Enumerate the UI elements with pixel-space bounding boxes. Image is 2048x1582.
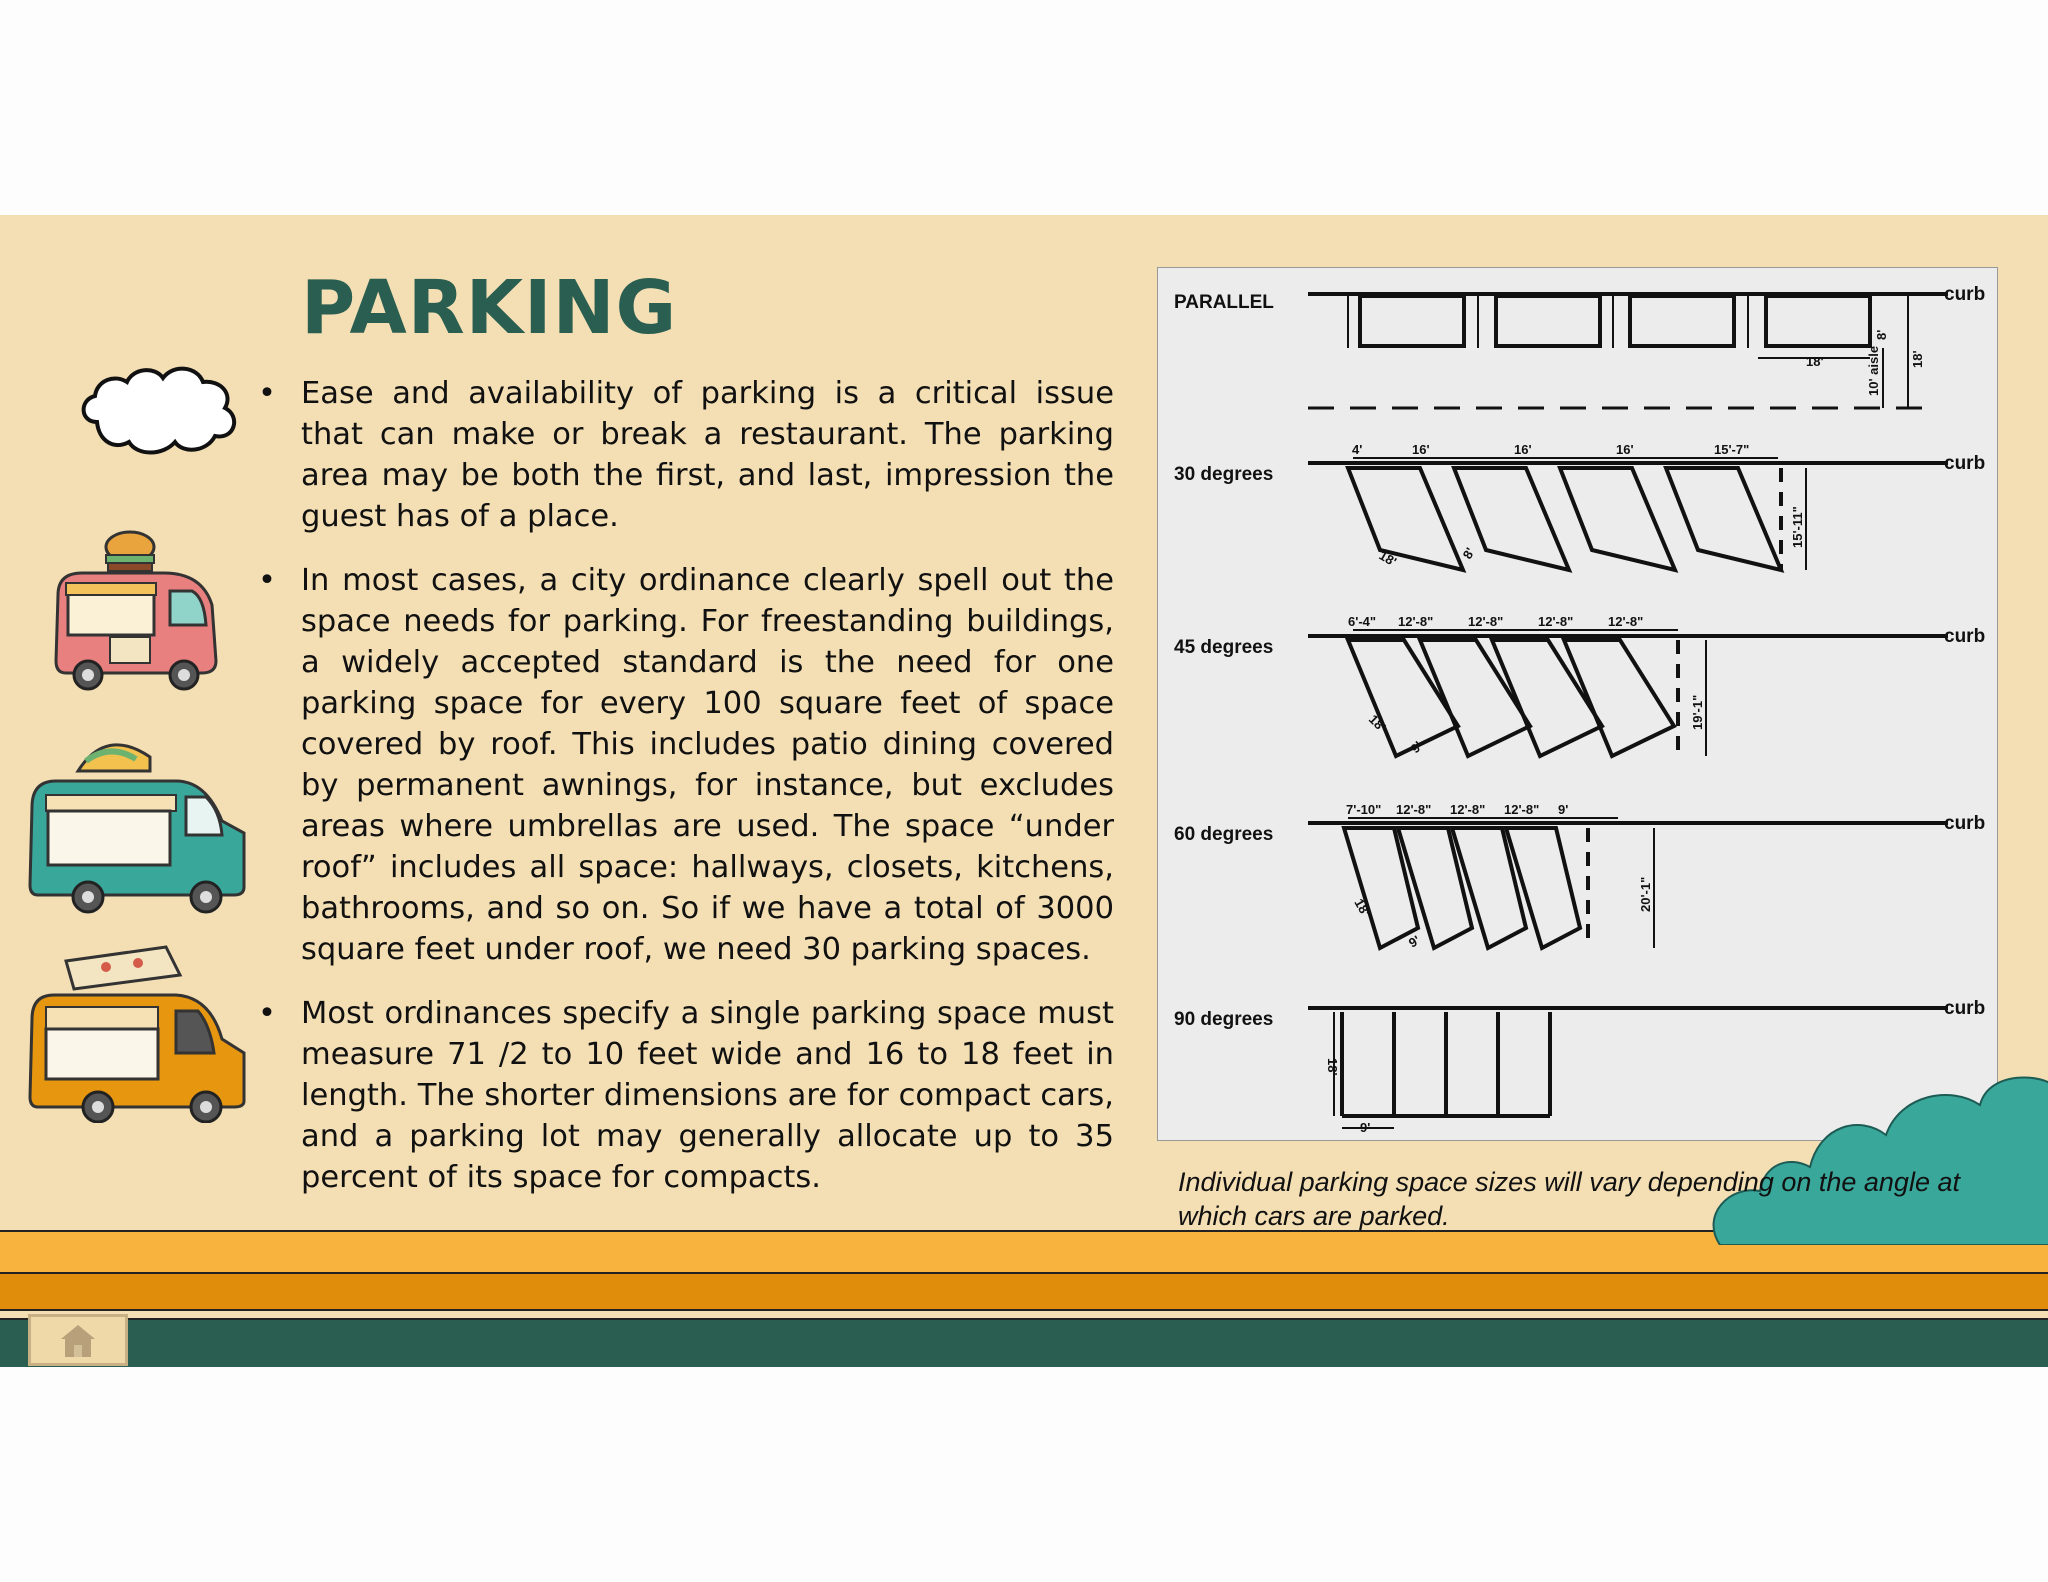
dim-label: 18' [1376, 547, 1400, 570]
curb-label: curb [1944, 813, 1986, 834]
footer-stripe-green [0, 1318, 2048, 1367]
dim-label: 15'-7" [1714, 442, 1750, 457]
dim-label: 18' [1351, 896, 1374, 919]
page-title: PARKING [301, 265, 678, 351]
pizza-truck-icon [26, 935, 248, 1123]
curb-label: curb [1944, 284, 1986, 305]
dim-label: 8' [1459, 545, 1478, 562]
taco-truck-icon [26, 727, 248, 919]
dim-label: 15'-11" [1790, 506, 1805, 548]
dim-label: 12'-8" [1608, 614, 1644, 629]
curb-label: curb [1944, 998, 1986, 1019]
bullet-item: • Ease and availability of parking is a critical issue that can make or break a restaurant. The parking area may be both the first, and last, impression the guest has of a place. [258, 373, 1114, 537]
parking-diagram [1157, 267, 1998, 1141]
dim-label: 12'-8" [1396, 802, 1432, 817]
dim-label: 4' [1352, 442, 1363, 457]
dim-label: 18' [1910, 350, 1925, 368]
slide [0, 215, 2048, 1367]
row-label-parallel: PARALLEL [1174, 292, 1274, 313]
dim-label: 7'-10" [1346, 802, 1382, 817]
burger-truck-icon [52, 525, 224, 705]
dim-label: 10' aisle [1866, 345, 1881, 396]
dim-label: 12'-8" [1538, 614, 1574, 629]
dim-label: 9' [1407, 738, 1426, 757]
row-label-30: 30 degrees [1174, 464, 1274, 485]
dim-label: 18' [1325, 1058, 1340, 1076]
footer-stripe-orange [0, 1274, 2048, 1311]
dim-label: 12'-8" [1398, 614, 1434, 629]
home-icon [31, 1317, 125, 1363]
dim-label: 12'-8" [1468, 614, 1504, 629]
dim-label: 6'-4" [1348, 614, 1377, 629]
row-label-90: 90 degrees [1174, 1009, 1274, 1030]
row-label-45: 45 degrees [1174, 637, 1274, 658]
dim-label: 9' [1360, 1120, 1371, 1135]
dim-label: 12'-8" [1450, 802, 1486, 817]
row-label-60: 60 degrees [1174, 824, 1274, 845]
dim-label: 20'-1" [1638, 876, 1653, 912]
dim-label: 8' [1874, 329, 1889, 340]
dim-label: 9' [1406, 932, 1423, 951]
dim-label: 19'-1" [1690, 694, 1705, 730]
dim-label: 16' [1412, 442, 1430, 457]
dim-label: 18' [1365, 711, 1389, 735]
home-button[interactable] [28, 1314, 128, 1366]
cloud-icon [75, 360, 245, 460]
bullet-item: • Most ordinances specify a single parking space must measure 71 /2 to 10 feet wide and 16 to 18 feet in length. The shorter dimensions are for compact cars, and a parking lot may generally allocate up to 35 percent of its space for compacts. [258, 993, 1114, 1198]
dim-label: 12'-8" [1504, 802, 1540, 817]
curb-label: curb [1944, 626, 1986, 647]
bullet-list [258, 373, 1114, 1221]
curb-label: curb [1944, 453, 1986, 474]
bullet-item: • In most cases, a city ordinance clearly spell out the space needs for parking. For freestanding buildings, a widely accepted standard is the need for one parking space for every 100 square feet of space covered by roof. This includes patio dining covered by permanent awnings, for instance, but excludes areas where umbrellas are used. The space “under roof” includes all space: hallways, closets, kitchens, bathrooms, and so on. So if we have a total of 3000 square feet under roof, we need 30 parking spaces. [258, 560, 1114, 970]
dim-label: 16' [1514, 442, 1532, 457]
diagram-caption: Individual parking space sizes will vary depending on the angle at which cars are parked. [1178, 1167, 1960, 1231]
dim-label: 18' [1806, 354, 1824, 369]
dim-label: 16' [1616, 442, 1634, 457]
dim-label: 9' [1558, 802, 1569, 817]
